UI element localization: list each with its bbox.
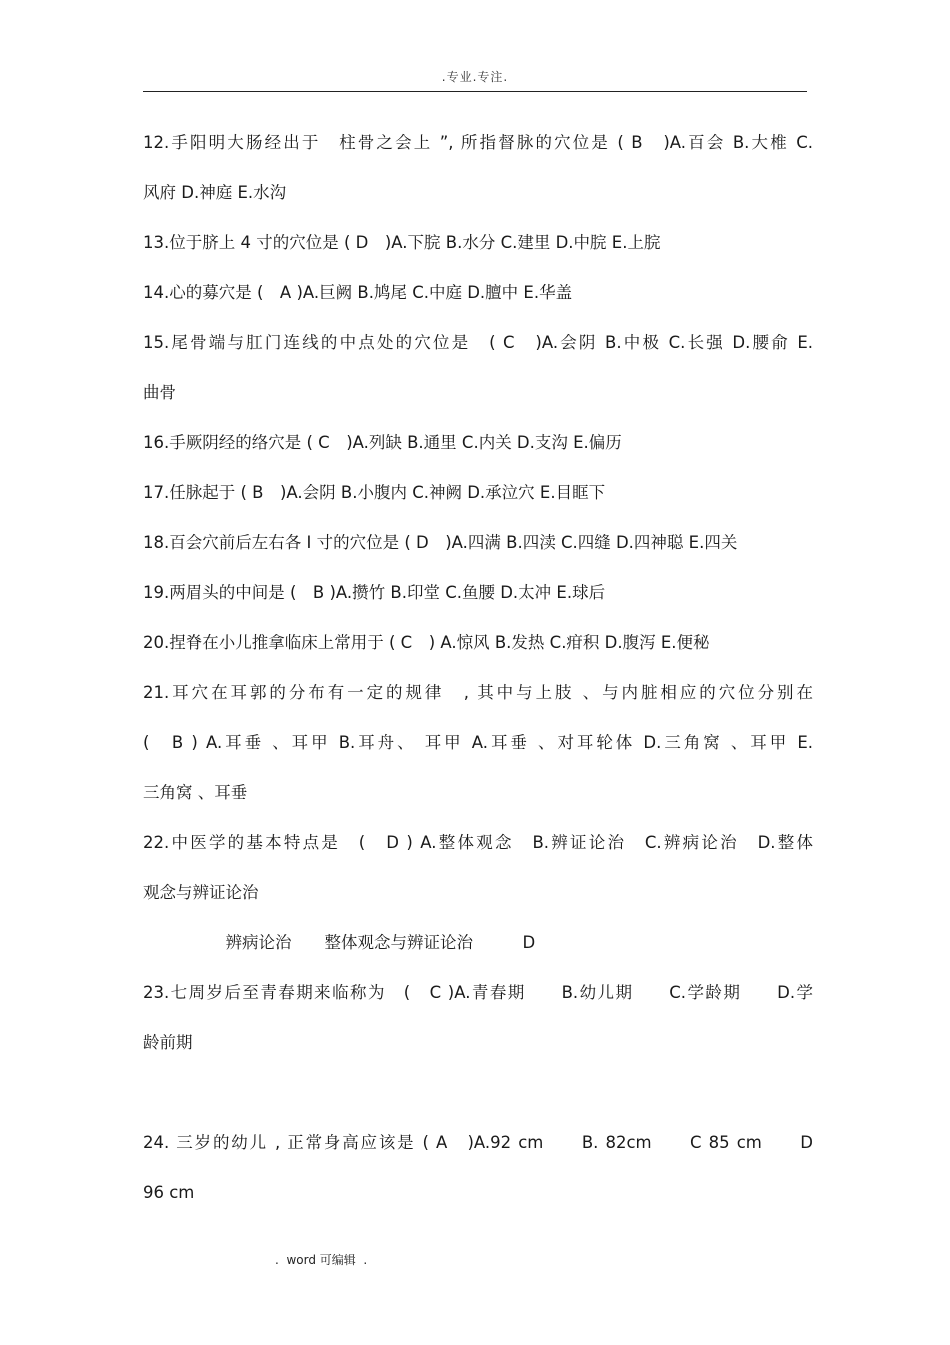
question-21-line-2: ( B ) A.耳垂 、耳甲 B.耳舟、 耳甲 A.耳垂 、对耳轮体 D.三角窝 、耳甲 E. <box>143 733 813 752</box>
page-header: .专业.专注. <box>441 70 509 84</box>
page-footer: . word 可编辑 . <box>275 1253 368 1267</box>
question-15-line-2: 曲骨 <box>143 383 176 402</box>
header-divider <box>143 91 807 92</box>
question-23-line-2: 龄前期 <box>143 1033 193 1052</box>
question-21-line-1: 21.耳穴在耳郭的分布有一定的规律 , 其中与上肢 、与内脏相应的穴位分别在 <box>143 683 813 702</box>
question-list <box>143 126 813 1226</box>
question-20: 20.捏脊在小儿推拿临床上常用于 ( C ) A.惊风 B.发热 C.疳积 D.腹泻 E.便秘 <box>143 633 710 652</box>
question-24-line-1: 24. 三岁的幼儿 , 正常身高应该是 ( A )A.92 cm B. 82cm C 85 cm D <box>143 1133 813 1152</box>
question-17: 17.任脉起于 ( B )A.会阴 B.小腹内 C.神阙 D.承泣穴 E.目眶下 <box>143 483 606 502</box>
question-16: 16.手厥阴经的络穴是 ( C )A.列缺 B.通里 C.内关 D.支沟 E.偏历 <box>143 433 622 452</box>
question-18: 18.百会穴前后左右各 I 寸的穴位是 ( D )A.四满 B.四渎 C.四缝 D.四神聪 E.四关 <box>143 533 738 552</box>
question-15-line-1: 15.尾骨端与肛门连线的中点处的穴位是 ( C )A.会阴 B.中极 C.长强 D.腰俞 E. <box>143 333 813 352</box>
question-22-line-3: 辨病论治 整体观念与辨证论治 D <box>143 933 536 952</box>
question-23-line-1: 23.七周岁后至青春期来临称为 ( C )A.青春期 B.幼儿期 C.学龄期 D.学 <box>143 983 813 1002</box>
question-22-line-1: 22.中医学的基本特点是 ( D ) A.整体观念 B.辨证论治 C.辨病论治 D.整体 <box>143 833 813 852</box>
question-24-line-2: 96 cm <box>143 1183 195 1202</box>
blank-line <box>143 1076 813 1126</box>
question-13: 13.位于脐上 4 寸的穴位是 ( D )A.下脘 B.水分 C.建里 D.中脘 E.上脘 <box>143 233 661 252</box>
question-19: 19.两眉头的中间是 ( B )A.攒竹 B.印堂 C.鱼腰 D.太冲 E.球后 <box>143 583 606 602</box>
question-14: 14.心的募穴是 ( A )A.巨阙 B.鸠尾 C.中庭 D.膻中 E.华盖 <box>143 283 573 302</box>
question-21-line-3: 三角窝 、耳垂 <box>143 783 248 802</box>
question-12-line-1: 12.手阳明大肠经出于 柱骨之会上 ”, 所指督脉的穴位是 ( B )A.百会 B.大椎 C. <box>143 133 813 152</box>
question-22-line-2: 观念与辨证论治 <box>143 883 259 902</box>
question-12-line-2: 风府 D.神庭 E.水沟 <box>143 183 287 202</box>
